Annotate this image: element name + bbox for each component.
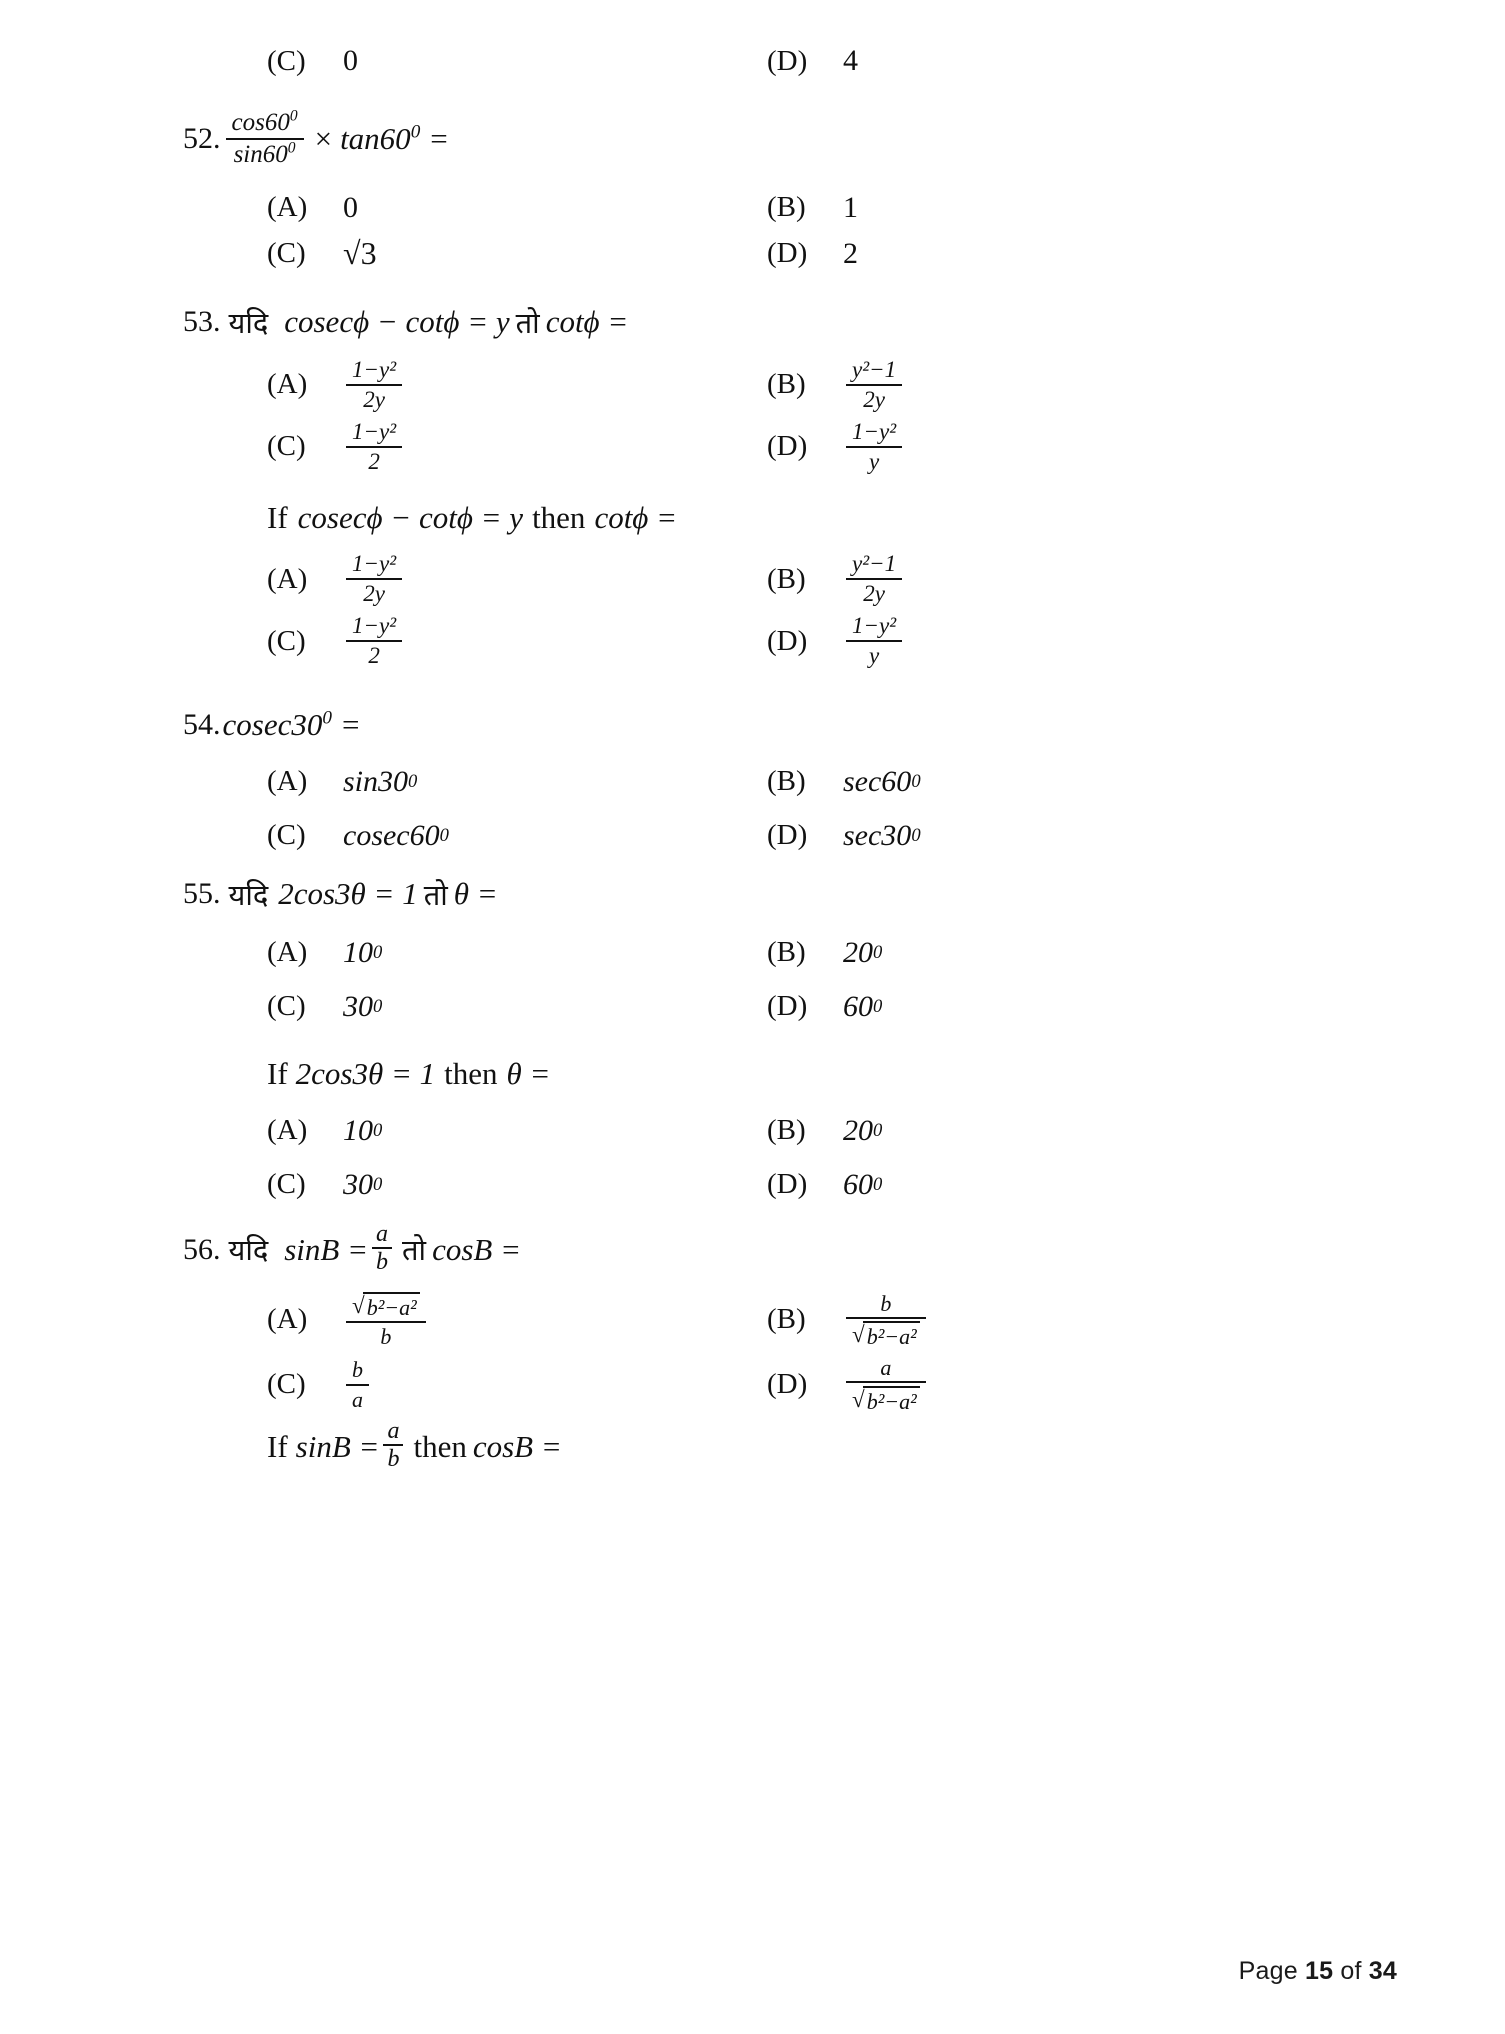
footer-prefix: Page [1238, 1957, 1306, 1985]
option-b[interactable] [737, 185, 858, 231]
fraction [846, 420, 902, 474]
option-label: (C) [267, 44, 306, 77]
option-value [327, 420, 405, 474]
option-value [327, 552, 405, 606]
option-value: sin30 0 [343, 764, 418, 798]
option-label: (A) [267, 765, 308, 798]
hindi-conditional-word: यदि [228, 1235, 269, 1268]
option-label: (A) [267, 191, 308, 223]
fraction-numerator: y²−1 [852, 356, 897, 382]
footer-middle: of [1333, 1957, 1369, 1985]
question-52-statement [183, 107, 1315, 169]
hindi-conditional-word: यदि [228, 879, 269, 912]
question-53-options-row-2 [225, 420, 1315, 474]
fraction [846, 1292, 926, 1349]
option-a[interactable] [225, 930, 737, 976]
question-53-en-options-row-1 [225, 552, 1315, 606]
fraction [346, 552, 402, 606]
expression-lhs: 2cos3θ = 1 [278, 876, 418, 912]
fraction [346, 1292, 426, 1349]
option-value: 0 [343, 44, 358, 77]
option-value: sec30 0 [843, 818, 921, 852]
fraction-denominator: b [372, 1247, 392, 1274]
option-d[interactable] [737, 38, 858, 84]
fraction-denominator: 2y [846, 384, 902, 412]
option-b[interactable] [737, 759, 921, 805]
option-c[interactable] [225, 231, 737, 277]
page-content [183, 38, 1315, 1473]
fraction-denominator [846, 1317, 926, 1349]
option-label: (C) [267, 819, 306, 852]
multiplication-operator: × [314, 121, 333, 157]
option-value: 10 0 [343, 1113, 383, 1147]
english-conditional-word: If [267, 500, 288, 536]
question-number: 54. [183, 707, 221, 741]
option-c[interactable] [225, 1356, 737, 1413]
fraction [346, 1358, 369, 1410]
option-label: (D) [767, 430, 808, 463]
question-number: 52. [183, 122, 221, 156]
fraction-numerator: a [880, 1355, 892, 1381]
option-value [327, 1358, 372, 1410]
question-55-en-options-row-1 [225, 1108, 1315, 1154]
english-then-word: then [532, 500, 586, 536]
option-value: 0 [343, 190, 358, 224]
fraction-a-over-b [372, 1222, 392, 1274]
question-number: 55. [183, 877, 221, 911]
question-53-statement-hindi [183, 303, 1315, 342]
footer-total-pages: 34 [1368, 1957, 1397, 1985]
page-footer [1239, 1957, 1397, 1986]
fraction-numerator: b [880, 1290, 892, 1316]
english-conditional-word: If [267, 1055, 288, 1091]
hindi-then-word: तो [402, 1235, 427, 1268]
option-b[interactable] [737, 552, 905, 606]
square-root [852, 1321, 920, 1348]
fraction-denominator: $\sin 60^0$ [226, 138, 304, 168]
fraction-denominator: 2 [346, 446, 402, 474]
expression-rhs: cosB = [472, 1428, 562, 1464]
option-label: (C) [267, 1368, 306, 1401]
option-label: (D) [767, 819, 808, 852]
tan60-term: $\tan 60^0$ [340, 121, 421, 157]
fraction-numerator: 1−y² [352, 613, 397, 639]
option-d[interactable] [737, 1356, 929, 1413]
option-value: 4 [843, 44, 858, 77]
question-53-options-row-1 [225, 358, 1315, 412]
fraction-denominator: b [383, 1444, 403, 1471]
fraction-numerator: 1−y² [352, 418, 397, 444]
question-56-statement-hindi [183, 1220, 1315, 1276]
radicand: b²−a² [863, 1321, 920, 1348]
option-c[interactable] [225, 813, 737, 859]
expression-rhs: cotϕ = [594, 500, 678, 536]
option-a[interactable] [225, 358, 737, 412]
option-label: (D) [767, 1368, 808, 1401]
option-c[interactable] [225, 984, 737, 1030]
question-56-options-row-1 [225, 1292, 1315, 1349]
option-label: (B) [767, 1303, 806, 1336]
expression-rhs: θ = [506, 1055, 551, 1091]
option-d[interactable] [737, 813, 921, 859]
fraction-numerator: $\cos 60^0$ [231, 107, 298, 136]
radical-sign: √ [852, 1321, 865, 1348]
option-label: (C) [267, 624, 306, 657]
fraction-numerator: y²−1 [852, 551, 897, 577]
option-value: cosec60 0 [343, 818, 449, 852]
option-c[interactable] [225, 1162, 737, 1208]
option-label: (B) [767, 191, 806, 223]
option-c[interactable] [225, 420, 737, 474]
hindi-then-word: तो [515, 307, 540, 340]
expression-lhs: cosecϕ − cotϕ = y [284, 304, 510, 339]
fraction-denominator [846, 1381, 926, 1413]
fraction-denominator: a [346, 1384, 369, 1411]
fraction-numerator: a [387, 1417, 400, 1444]
option-d[interactable] [737, 1162, 882, 1208]
english-conditional-word: If [267, 1428, 288, 1464]
option-value [827, 614, 905, 668]
expression-rhs: cosB = [432, 1231, 522, 1267]
option-c[interactable] [225, 614, 737, 668]
english-then-word: then [413, 1428, 467, 1464]
carryover-options-row [225, 38, 1315, 84]
question-56-statement-english [225, 1417, 1315, 1473]
option-label: (C) [267, 990, 306, 1023]
option-label: (A) [267, 368, 308, 401]
option-label: (B) [767, 936, 806, 969]
fraction [346, 420, 402, 474]
option-value [327, 358, 405, 412]
question-54-statement [183, 707, 1315, 743]
radicand: b²−a² [363, 1292, 420, 1319]
option-value [827, 1292, 929, 1349]
expression-lhs: sinB = [295, 1428, 380, 1464]
option-value [327, 614, 405, 668]
option-d[interactable] [737, 984, 882, 1030]
question-52-options-row-1 [225, 185, 1315, 231]
radical-sign: √ [352, 1292, 365, 1319]
option-b[interactable] [737, 1108, 882, 1154]
question-56-options-row-2 [225, 1356, 1315, 1413]
fraction [846, 1356, 926, 1413]
question-54-options-row-1 [225, 759, 1315, 805]
option-label: (D) [767, 990, 808, 1023]
option-value: 20 0 [843, 935, 883, 969]
question-55-options-row-2 [225, 984, 1315, 1030]
fraction-denominator: b [346, 1321, 426, 1348]
fraction-denominator: y [846, 640, 902, 668]
option-value [827, 552, 905, 606]
fraction [346, 614, 402, 668]
question-55-options-row-1 [225, 930, 1315, 976]
option-value: 2 [843, 236, 858, 270]
equals-sign: = [430, 121, 448, 157]
option-value [827, 1356, 929, 1413]
question-55-statement-english [225, 1056, 1315, 1092]
question-54-options-row-2 [225, 813, 1315, 859]
option-value: 30 0 [343, 1167, 383, 1201]
option-value: 20 0 [843, 1113, 883, 1147]
question-53-en-options-row-2 [225, 614, 1315, 668]
option-label: (B) [767, 765, 806, 798]
option-value: 10 0 [343, 935, 383, 969]
fraction-denominator: 2y [346, 578, 402, 606]
cosec30-term: $cosec30^0$ [222, 706, 332, 742]
option-label: (A) [267, 1114, 308, 1147]
question-number: 56. [183, 1232, 221, 1266]
fraction-numerator: 1−y² [852, 613, 897, 639]
hindi-conditional-word: यदि [228, 307, 269, 340]
radical-sign: √ [852, 1385, 865, 1412]
fraction-numerator: 1−y² [352, 356, 397, 382]
option-label: (C) [267, 430, 306, 463]
option-label: (D) [767, 44, 808, 77]
option-value: √3 [343, 235, 377, 271]
fraction-denominator: y [846, 446, 902, 474]
fraction [846, 358, 902, 412]
option-d[interactable] [737, 231, 858, 277]
fraction-numerator [346, 1292, 426, 1322]
expression-lhs: 2cos3θ = 1 [295, 1055, 436, 1091]
fraction-denominator: 2y [846, 578, 902, 606]
equals-sign: = [341, 706, 360, 742]
expression-rhs: cotϕ = [545, 304, 629, 339]
fraction [346, 358, 402, 412]
option-value [827, 358, 905, 412]
expression-lhs: sinB = [284, 1231, 369, 1267]
expression-rhs: θ = [453, 876, 498, 912]
fraction-cos60-over-sin60 [226, 107, 304, 169]
option-label: (B) [767, 1114, 806, 1147]
option-label: (D) [767, 624, 808, 657]
question-number: 53. [183, 305, 221, 338]
option-a[interactable] [225, 759, 737, 805]
option-value [827, 420, 905, 474]
fraction-denominator: 2 [346, 640, 402, 668]
fraction-denominator: 2y [346, 384, 402, 412]
option-d[interactable] [737, 420, 905, 474]
english-then-word: then [444, 1055, 498, 1091]
fraction-numerator: a [376, 1220, 389, 1247]
hindi-then-word: तो [423, 879, 448, 912]
option-b[interactable] [737, 930, 882, 976]
option-a[interactable] [225, 552, 737, 606]
radicand: b²−a² [863, 1386, 920, 1413]
fraction-numerator: 1−y² [352, 551, 397, 577]
option-label: (D) [767, 1168, 808, 1201]
option-d[interactable] [737, 614, 905, 668]
option-c[interactable] [225, 38, 737, 84]
option-label: (D) [767, 237, 808, 269]
option-label: (A) [267, 562, 308, 595]
question-55-statement-hindi [183, 875, 1315, 914]
option-a[interactable] [225, 1108, 737, 1154]
option-b[interactable] [737, 358, 905, 412]
option-b[interactable] [737, 1292, 929, 1349]
fraction [846, 614, 902, 668]
question-52-options-row-2 [225, 231, 1315, 277]
question-53-statement-english [225, 500, 1315, 536]
option-a[interactable] [225, 185, 737, 231]
option-value: 30 0 [343, 989, 383, 1023]
option-value: 1 [843, 190, 858, 224]
option-label: (A) [267, 1303, 308, 1336]
fraction [846, 552, 902, 606]
option-value [327, 1292, 429, 1349]
footer-page-number: 15 [1305, 1957, 1334, 1985]
fraction-a-over-b [383, 1419, 403, 1471]
option-label: (B) [767, 368, 806, 401]
fraction-numerator: b [352, 1357, 363, 1383]
square-root [852, 1386, 920, 1413]
square-root [352, 1292, 420, 1319]
option-label: (B) [767, 562, 806, 595]
option-value: 60 0 [843, 1167, 883, 1201]
option-value: 60 0 [843, 989, 883, 1023]
expression-lhs: cosecϕ − cotϕ = y [297, 500, 524, 536]
option-label: (A) [267, 936, 308, 969]
option-label: (C) [267, 237, 306, 269]
option-value: sec60 0 [843, 764, 921, 798]
option-label: (C) [267, 1168, 306, 1201]
fraction-numerator: 1−y² [852, 418, 897, 444]
option-a[interactable] [225, 1292, 737, 1349]
question-55-en-options-row-2 [225, 1162, 1315, 1208]
